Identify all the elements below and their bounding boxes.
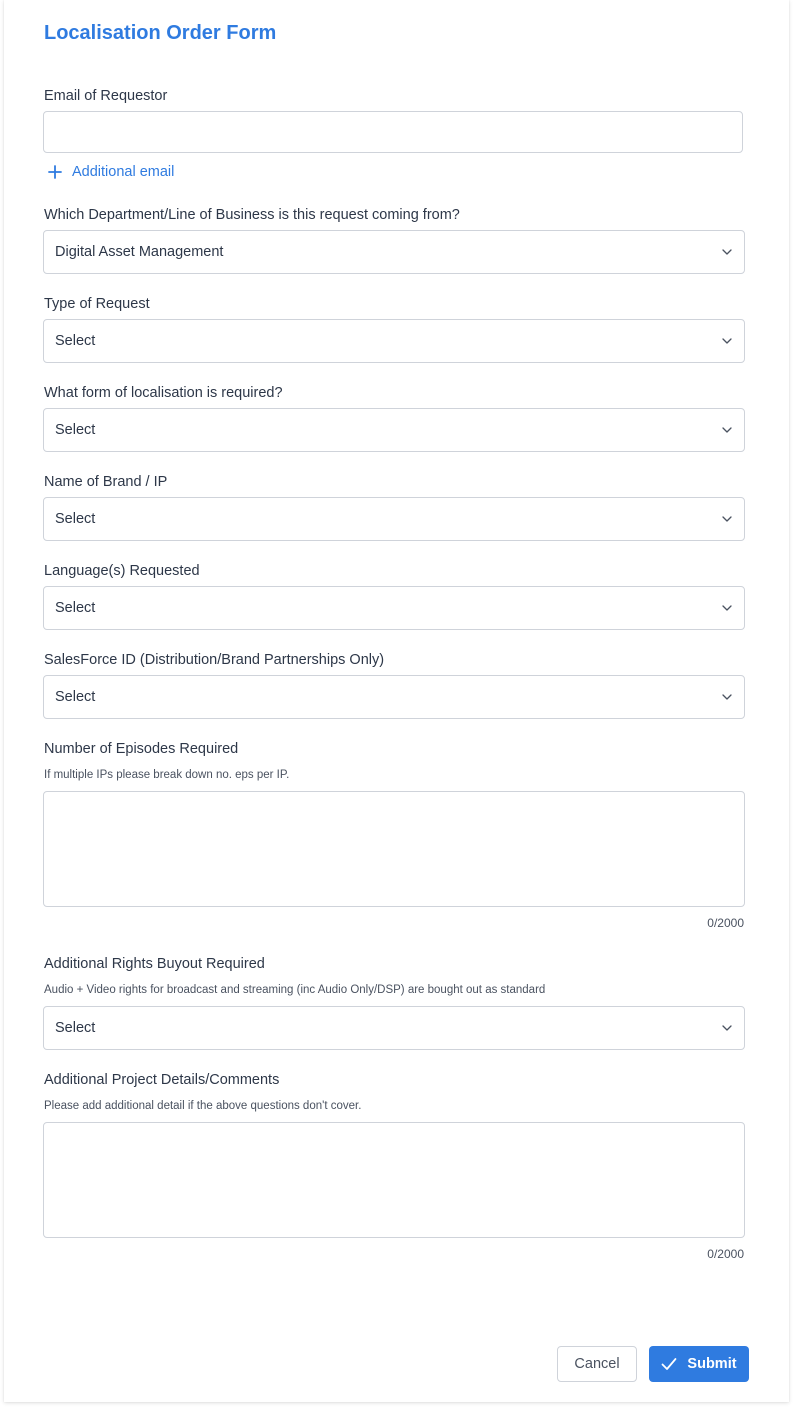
salesforce-select[interactable]: [43, 675, 745, 719]
rights-value: Select: [55, 1020, 96, 1036]
add-email-button[interactable]: [47, 162, 174, 182]
chevron-down-icon: [721, 513, 733, 525]
episodes-textarea[interactable]: [43, 791, 745, 907]
plus-icon: [47, 164, 63, 180]
languages-value: Select: [55, 600, 96, 616]
submit-label: Submit: [687, 1356, 737, 1372]
request-type-value: Select: [55, 333, 96, 349]
brand-label: Name of Brand / IP: [44, 474, 168, 490]
email-label: Email of Requestor: [44, 88, 168, 104]
chevron-down-icon: [721, 424, 733, 436]
languages-select[interactable]: [43, 586, 745, 630]
brand-value: Select: [55, 511, 96, 527]
department-select[interactable]: [43, 230, 745, 274]
cancel-button[interactable]: [557, 1346, 637, 1382]
check-icon: [661, 1357, 677, 1371]
department-label: Which Department/Line of Business is this request coming from?: [44, 207, 460, 223]
submit-button[interactable]: [649, 1346, 749, 1382]
comments-char-counter: 0/2000: [707, 1247, 744, 1261]
episodes-help: If multiple IPs please break down no. eps per IP.: [44, 769, 290, 781]
rights-help: Audio + Video rights for broadcast and streaming (inc Audio Only/DSP) are bought out as standard: [44, 984, 546, 996]
chevron-down-icon: [721, 246, 733, 258]
localisation-form-label: What form of localisation is required?: [44, 385, 283, 401]
localisation-form-value: Select: [55, 422, 96, 438]
cancel-label: Cancel: [574, 1356, 620, 1372]
comments-textarea[interactable]: [43, 1122, 745, 1238]
salesforce-label: SalesForce ID (Distribution/Brand Partnerships Only): [44, 652, 385, 668]
episodes-label: Number of Episodes Required: [44, 741, 239, 757]
chevron-down-icon: [721, 1022, 733, 1034]
request-type-label: Type of Request: [44, 296, 150, 312]
comments-help: Please add additional detail if the above questions don't cover.: [44, 1100, 362, 1112]
request-type-select[interactable]: [43, 319, 745, 363]
rights-label: Additional Rights Buyout Required: [44, 956, 265, 972]
brand-select[interactable]: [43, 497, 745, 541]
episodes-char-counter: 0/2000: [707, 916, 744, 930]
localisation-form-select[interactable]: [43, 408, 745, 452]
rights-select[interactable]: [43, 1006, 745, 1050]
salesforce-value: Select: [55, 689, 96, 705]
chevron-down-icon: [721, 335, 733, 347]
chevron-down-icon: [721, 602, 733, 614]
email-input[interactable]: [43, 111, 743, 153]
comments-label: Additional Project Details/Comments: [44, 1072, 280, 1088]
form-title: Localisation Order Form: [44, 22, 277, 44]
add-email-label: Additional email: [72, 164, 175, 180]
languages-label: Language(s) Requested: [44, 563, 200, 579]
department-value: Digital Asset Management: [55, 244, 224, 260]
chevron-down-icon: [721, 691, 733, 703]
